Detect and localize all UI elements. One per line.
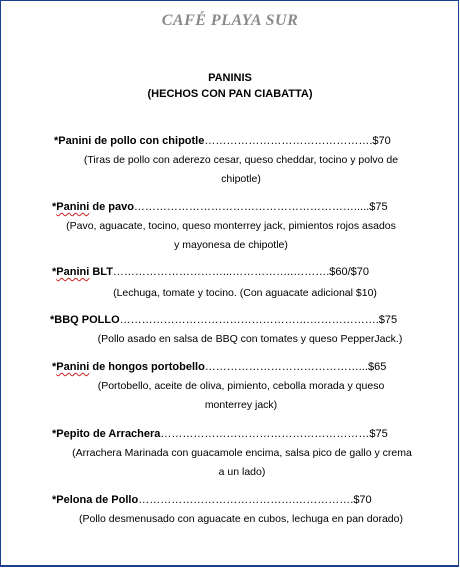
menu-item-title: *Panini BLT…………………………...……………..……….$60/$70 xyxy=(52,266,370,278)
menu-item-description: (Arrachera Marinada con guacamole encima, salsa pico de gallo y crema a un lado) xyxy=(72,447,412,478)
menu-item-title: *Panini de pollo con chipotle……………………………………….$70 xyxy=(54,135,391,147)
menu-item-title: *BBQ POLLO…………………………………………….……………….$75 xyxy=(50,314,398,326)
menu-item-title: *Panini de hongos portobello……………………………………...$65 xyxy=(52,361,387,373)
section-heading: PANINIS xyxy=(208,72,252,84)
menu-item-description: (Pavo, aguacate, tocino, queso monterrey jack, pimientos rojos asados y mayonesa de chipotle) xyxy=(66,220,396,251)
menu-item-description: (Pollo asado en salsa de BBQ con tomates y queso PepperJack.) xyxy=(97,333,403,345)
menu-item-description: (Portobello, aceite de oliva, pimiento, cebolla morada y queso monterrey jack) xyxy=(97,380,385,411)
menu-item-title: *Panini de pavo…………………………………………………….....$75 xyxy=(52,201,388,213)
menu-item-description: (Pollo desmenusado con aguacate en cubos, lechuga en pan dorado) xyxy=(79,513,403,525)
section-subheading: (HECHOS CON PAN CIABATTA) xyxy=(147,88,313,100)
menu-item-description: (Tiras de pollo con aderezo cesar, queso cheddar, tocino y polvo de chipotle) xyxy=(83,154,399,185)
menu-item-title: *Pelona de Pollo…………………………………….…………….$70 xyxy=(52,494,372,506)
menu-title: CAFÉ PLAYA SUR xyxy=(161,12,299,29)
menu-item-description: (Lechuga, tomate y tocino. (Con aguacate adicional $10) xyxy=(113,287,377,299)
menu-item-title: *Pepito de Arrachera…………………………………………………$75 xyxy=(52,428,388,440)
